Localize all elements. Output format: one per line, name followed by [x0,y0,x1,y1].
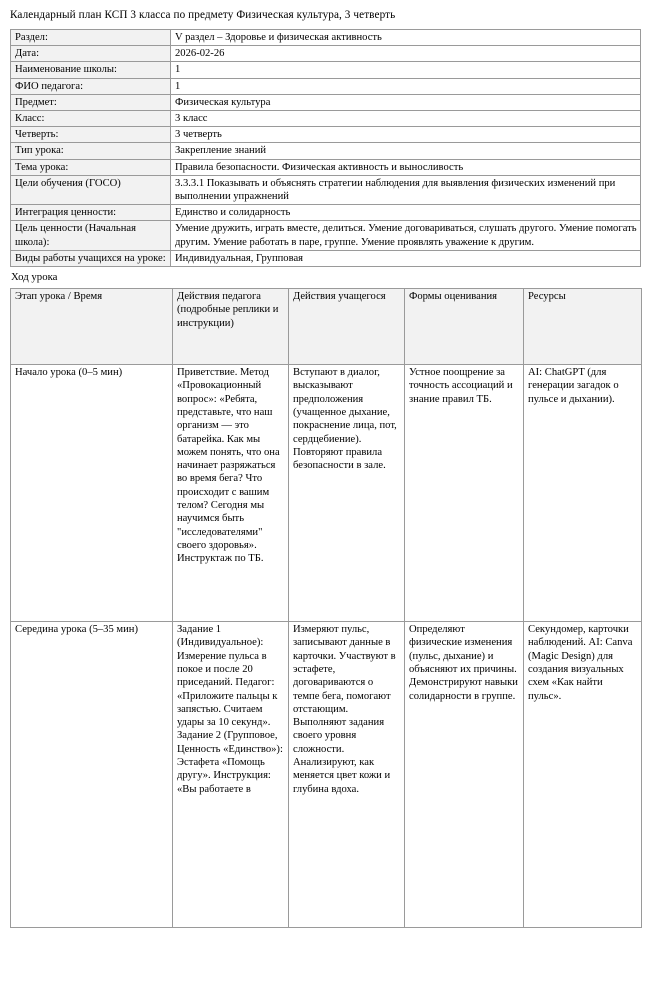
cell-assessment-middle: Определяют физические изменения (пульс, дыхание) и объясняют их причины. Демонстрируют навыки солидарности в группе. [405,622,524,928]
lesson-flow-header [11,289,642,365]
table-row [11,127,641,143]
table-row [11,78,641,94]
meta-label-date: Дата: [11,46,171,62]
lesson-metadata-body [11,30,641,267]
cell-resources-start: AI: ChatGPT (для генерации загадок о пульсе и дыхании). [524,365,642,622]
table-row [11,62,641,78]
meta-label-value-integration: Интеграция ценности: [11,205,171,221]
table-row [11,250,641,266]
lesson-flow-table [10,288,642,928]
meta-value-subject: Физическая культура [171,94,641,110]
column-header-teacher-actions: Действия педагога (подробные реплики и инструкции) [173,289,289,365]
table-row [11,159,641,175]
table-row [11,30,641,46]
lesson-flow-body [11,365,642,928]
column-header-resources: Ресурсы [524,289,642,365]
lesson-flow-heading: Ход урока [11,271,58,284]
meta-label-lesson-type: Тип урока: [11,143,171,159]
meta-value-lesson-type: Закрепление знаний [171,143,641,159]
cell-teacher-actions-middle: Задание 1 (Индивидуальное): Измерение пульса в покое и после 20 приседаний. Педагог: «Приложите пальцы к запястью. Считаем удары за 10 секунд». Задание 2 (Групповое, Ценность «Единство»): Эстафета «Помощь другу». Инструкция: «Вы работаете в [173,622,289,928]
column-header-student-actions: Действия учащегося [289,289,405,365]
table-row [11,46,641,62]
meta-value-section: V раздел – Здоровье и физическая активность [171,30,641,46]
table-row [11,143,641,159]
lesson-metadata-table [10,29,641,267]
table-row [11,111,641,127]
table-header-row [11,289,642,365]
meta-label-school: Наименование школы: [11,62,171,78]
table-row [11,221,641,250]
meta-value-grade: 3 класс [171,111,641,127]
meta-value-teacher-name: 1 [171,78,641,94]
table-row [11,94,641,110]
meta-value-learning-objectives: 3.3.3.1 Показывать и объяснять стратегии наблюдения для выявления физических изменений при выполнении упражнений [171,175,641,204]
meta-value-school: 1 [171,62,641,78]
cell-stage-start: Начало урока (0–5 мин) [11,365,173,622]
cell-student-actions-start: Вступают в диалог, высказывают предположения (учащенное дыхание, покраснение лица, пот, сердцебиение). Повторяют правила безопасности в зале. [289,365,405,622]
meta-value-lesson-topic: Правила безопасности. Физическая активность и выносливость [171,159,641,175]
table-row [11,175,641,204]
column-header-assessment-forms: Формы оценивания [405,289,524,365]
column-header-stage: Этап урока / Время [11,289,173,365]
meta-label-value-goal: Цель ценности (Начальная школа): [11,221,171,250]
page-title: Календарный план КСП 3 класса по предмету Физическая культура, 3 четверть [10,9,396,21]
meta-label-work-types: Виды работы учащихся на уроке: [11,250,171,266]
meta-value-quarter: 3 четверть [171,127,641,143]
meta-label-lesson-topic: Тема урока: [11,159,171,175]
meta-value-work-types: Индивидуальная, Групповая [171,250,641,266]
cell-stage-middle: Середина урока (5–35 мин) [11,622,173,928]
meta-value-value-goal: Умение дружить, играть вместе, делиться. Умение договариваться, слушать другого. Умение помогать другим. Умение работать в паре, группе. Умение проявлять уважение к другим. [171,221,641,250]
table-row [11,365,642,622]
meta-label-section: Раздел: [11,30,171,46]
table-row [11,622,642,928]
meta-label-quarter: Четверть: [11,127,171,143]
cell-student-actions-middle: Измеряют пульс, записывают данные в карточки. Участвуют в эстафете, договариваются о темпе бега, помогают отстающим. Выполняют задания своего уровня сложности. Анализируют, как меняется цвет кожи и глубина вдоха. [289,622,405,928]
cell-resources-middle: Секундомер, карточки наблюдений. AI: Canva (Magic Design) для создания визуальных схем «Как найти пульс». [524,622,642,928]
meta-label-subject: Предмет: [11,94,171,110]
cell-teacher-actions-start: Приветствие. Метод «Провокационный вопрос»: «Ребята, представьте, что наш организм — это батарейка. Как мы можем понять, что она начинает разряжаться во время бега? Что происходит с вашим телом? Сегодня мы научимся быть "исследователями" своего здоровья». Инструктаж по ТБ. [173,365,289,622]
table-row [11,205,641,221]
cell-assessment-start: Устное поощрение за точность ассоциаций и знание правил ТБ. [405,365,524,622]
meta-value-date: 2026-02-26 [171,46,641,62]
meta-label-grade: Класс: [11,111,171,127]
meta-label-learning-objectives: Цели обучения (ГОСО) [11,175,171,204]
meta-value-value-integration: Единство и солидарность [171,205,641,221]
meta-label-teacher-name: ФИО педагога: [11,78,171,94]
